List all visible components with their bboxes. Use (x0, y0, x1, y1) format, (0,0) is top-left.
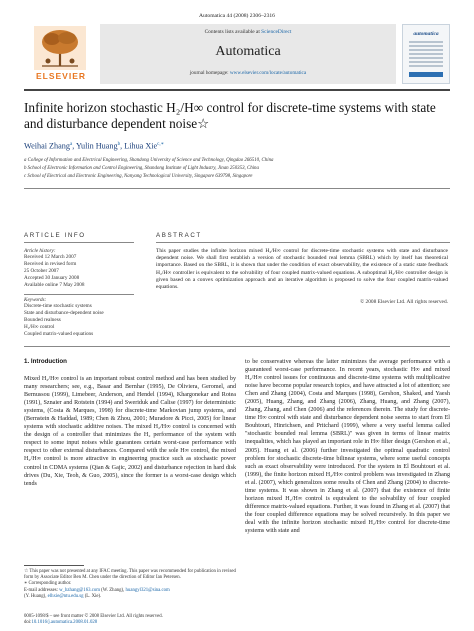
issn-line: 0005-1098/$ – see front matter © 2008 Elsevier Ltd. All rights reserved. (24, 614, 163, 619)
journal-name: Automatica (215, 44, 281, 59)
footnote-corresponding: ∗ Corresponding author. (24, 581, 72, 587)
abstract-rule (156, 242, 450, 243)
keyword: State and disturbance-dependent noise (24, 310, 104, 316)
contents-line (100, 29, 396, 35)
contents-prefix: Contents lists available at (204, 29, 262, 35)
article-info-rule (24, 242, 134, 243)
history-entry: 25 October 2007 (24, 268, 59, 274)
footnotes (24, 569, 236, 600)
author-name[interactable]: Yulin Huang (75, 141, 118, 151)
body-divider (24, 346, 450, 347)
history-entry: Accepted 30 January 2008 (24, 275, 80, 281)
elsevier-logo[interactable] (24, 24, 96, 84)
homepage-prefix: journal homepage: (189, 70, 230, 76)
affiliation: c School of Electrical and Electronic Engineering, Nanyang Technological University, Singapore 639798, Singapore (24, 174, 253, 179)
author-affil-mark: b (117, 142, 121, 147)
cover-title: automatica (413, 31, 439, 37)
journal-reference: Automatica 44 (2008) 2306–2316 (199, 13, 275, 19)
abstract-text: This paper studies the infinite horizon mixed H₂/H∞ control for discrete-time stochastic systems with state and disturbance dependent noise. We shall first establish a version of stochastic bounded real lemma (SBRL) which by itself has theoretical importance. Based on the SBRL, it is shown that under the condition of exact observability, the existence of a static state feedback H₂/H∞ controller is equivalent to the solvability of four coupled matrix-valued equations. A suboptimal H₂/H∞ controller design is given based on a convex optimization approach and an iterative algorithm is proposed to solve the four coupled matrix-valued equations. (156, 248, 448, 291)
doi-line (24, 620, 163, 626)
history-heading: Article history: (24, 248, 56, 254)
abstract-label: ABSTRACT (156, 232, 202, 239)
email-owner: (Y. Huang), (24, 593, 48, 599)
keywords-rule (24, 294, 134, 295)
keyword: Coupled matrix-valued equations (24, 331, 94, 337)
history-entry: Available online 7 May 2008 (24, 282, 85, 288)
intro-left-column: Mixed H₂/H∞ control is an important robust control method and has been studied by many researchers; see, e.g., Basar and Bernhar (1995), De Oliviera, Geromel, and Bernussou (1999), Limebeer, Anderson, and Hendel (1994), Khargonekar and Rotea (1991), Sznaier and Rotstein (1994) and Sweriduk and Calise (1997) for deterministic systems, (Costa & Marques, 1998) for discrete-time Markovian jump systems, and (Bernstein & Haddad, 1989; Chen & Zhou, 2001; Muradore & Picci, 2005) for linear systems with stochastic additive noises. The mixed H₂/H∞ control is concerned with the design of a controller that minimizes the H₂ performance of the system with respect to some input noises while guarantees certain worst-case performance with respect to other external disturbances. Compared with the sole H∞ control, the mixed H₂/H∞ control is more attractive in engineering practice such as stochastic power control in CDMA systems (Qian & Gajic, 2002) and disturbance rejection in hard disk drives (Du, Xie, Teoh, & Guo, 2005), since the former is a worst-case design which tends (24, 376, 236, 487)
section-heading: 1. Introduction (24, 358, 67, 365)
copyright-notice: © 2008 Elsevier Ltd. All rights reserved. (360, 299, 448, 305)
sciencedirect-link[interactable]: ScienceDirect (261, 29, 292, 35)
article-info-label: ARTICLE INFO (24, 232, 86, 239)
author-name[interactable]: Lihua Xie (124, 141, 158, 151)
elsevier-tree-icon (34, 26, 86, 70)
doi-link[interactable]: 10.1016/j.automatica.2008.01.028 (31, 620, 98, 626)
cover-lines (409, 41, 443, 69)
header-rule (24, 89, 450, 91)
email-owner: (L. Xie). (83, 593, 102, 599)
history-entry: Received 12 March 2007 (24, 254, 77, 260)
journal-cover[interactable] (402, 24, 450, 84)
keyword: Bounded realness (24, 317, 61, 323)
keyword: H₂/H∞ control (24, 324, 55, 330)
author-list: Weihai Zhang$^a$, Yulin Huang$^b$, Lihua Xie$^{c,∗}$ (24, 141, 165, 151)
author-name[interactable]: Weihai Zhang (24, 141, 70, 151)
keyword: Discrete-time stochastic systems (24, 303, 92, 309)
footnote-editorial: ☆ This paper was not presented at any IFAC meeting. This paper was recommended for publication in revised form by Associate Editor Ben M. Chen under the direction of Editor Ian Petersen. (24, 569, 236, 581)
keywords-heading: Keywords: (24, 297, 47, 303)
footnote-rule (24, 565, 84, 566)
intro-right-column: to be conservative whereas the latter minimizes the average performance with a guaranteed worst-case performance. In recent years, stochastic H∞ and mixed H₂/H∞ control issues for continuous and discrete-time systems with multiplicative noise have become popular research topics, and have attracted a lot of attention; see Chen and Zhang (2004), Costa and Marques (1998), Gershon, Shaked, and Yaesh (2005), Huang, Zhang, and Zhang (2006), Zhang, Huang, and Zhang (2007), Zhang, Zhang, and Chen (2006) and the references therein. The study for discrete-time H∞ control with state and disturbance dependent noise seems to start from El Bouhtouri, Hinrichsen, and Pritchard (1999), where a very useful lemma called "stochastic bounded real lemma (SBRL)" was given in terms of linear matrix inequalities, which has played an important role in H∞ filter design (Gershon et al., 2005). Huang et al. (2006) further investigated the optimal quadratic control problem for stochastic discrete-time bilinear systems, where some useful concepts such as exact observability were introduced. For the system in El Bouhtouri et al. (1999), the finite horizon mixed H₂/H∞ control problem was investigated in Zhang et al. (2007), which generalizes some results of Chen and Zhang (2004) to discrete-time systems. It was shown in Zhang et al. (2007) that the existence of finite horizon mixed H₂/H∞ control is equivalent to the solvability of four coupled difference matrix-valued equations. Further, it was found in Zhang et al. (2007) that the four coupled difference equations may be solved recursively. In this paper we deal with the infinite horizon stochastic mixed H₂/H∞ control for discrete-time systems with state and (245, 359, 450, 534)
cover-band (409, 72, 443, 77)
affiliation: b School of Electronic Information and Control Engineering, Shandong Institute of Light Industry, Jinan 250353, China (24, 166, 259, 171)
email-link[interactable]: w_hzhang@163.com (59, 587, 100, 593)
affiliation: a College of Information and Electrical Engineering, Shandong University of Science and Technology, Qingdao 266510, China (24, 158, 274, 163)
publication-ids (24, 614, 163, 626)
emails-prefix: E-mail addresses: (24, 587, 60, 593)
section-divider (24, 188, 450, 189)
publisher-wordmark: ELSEVIER (35, 71, 87, 81)
journal-header (24, 24, 450, 84)
author-affil-mark: c,∗ (157, 142, 165, 147)
history-entry: Received in revised form (24, 261, 77, 267)
keywords-block (24, 297, 134, 338)
author-affil-mark: a (69, 142, 73, 147)
article-history (24, 248, 134, 289)
email-owner: (W. Zhang), (99, 587, 126, 593)
journal-homepage (100, 70, 396, 76)
doi-prefix: doi: (24, 620, 32, 626)
homepage-link[interactable]: www.elsevier.com/locate/automatica (229, 70, 307, 76)
footnote-emails (24, 588, 236, 600)
email-link[interactable]: huangyl321@sina.com (125, 587, 170, 593)
paper-title: Infinite horizon stochastic H₂/H∞ control for discrete-time systems with state and disturbance dependent noise☆ (24, 100, 436, 131)
email-link[interactable]: elhxie@ntu.edu.sg (47, 593, 84, 599)
